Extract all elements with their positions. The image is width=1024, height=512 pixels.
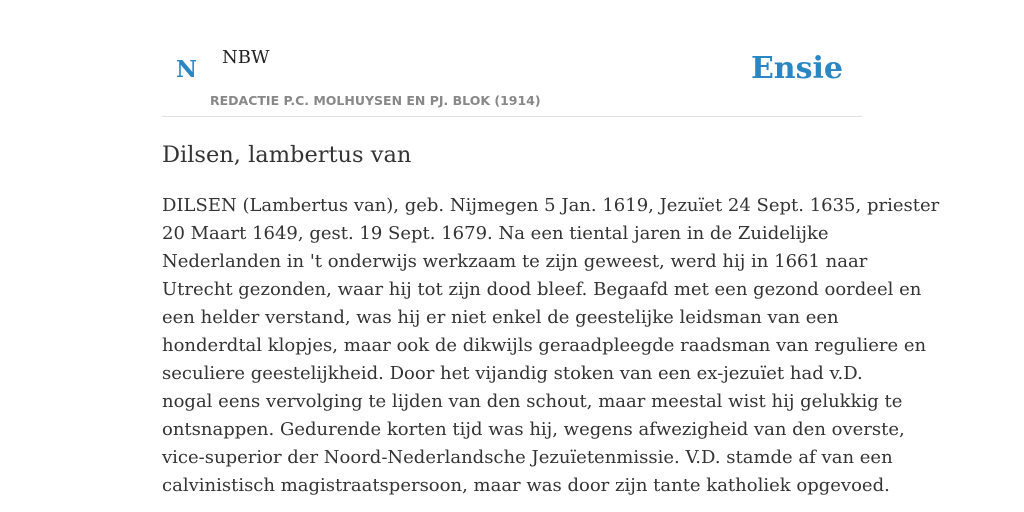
body-line: DILSEN (Lambertus van), geb. Nijmegen 5 Jan. 1619, Jezuïet 24 Sept. 1635, priester xyxy=(162,195,940,216)
body-line: nogal eens vervolging te lijden van den schout, maar meestal wist hij gelukkig te xyxy=(162,391,903,412)
body-line: Utrecht gezonden, waar hij tot zijn dood bleef. Begaafd met een gezond oordeel en xyxy=(162,279,922,300)
source-logo-icon[interactable]: N xyxy=(176,56,198,83)
body-line: ontsnappen. Gedurende korten tijd was hij, wegens afwezigheid van den overste, xyxy=(162,419,905,440)
header xyxy=(162,0,862,117)
body-line: een helder verstand, was hij er niet enkel de geestelijke leidsman van een xyxy=(162,307,839,328)
article-container xyxy=(162,0,940,496)
body-line: calvinistisch magistraatspersoon, maar was door zijn tante katholiek opgevoed. xyxy=(162,475,890,496)
body-line: seculiere geestelijkheid. Door het vijandig stoken van een ex-jezuïet had v.D. xyxy=(162,363,863,384)
body-line: 20 Maart 1649, gest. 19 Sept. 1679. Na een tiental jaren in de Zuidelijke xyxy=(162,223,829,244)
body-line: vice-superior der Noord-Nederlandsche Jezuïetenmissie. V.D. stamde af van een xyxy=(162,447,893,468)
source-name[interactable]: NBW xyxy=(222,47,270,68)
editors-byline: REDACTIE P.C. MOLHUYSEN EN PJ. BLOK (1914) xyxy=(210,93,541,108)
entry-body xyxy=(162,192,940,500)
body-line: Nederlanden in 't onderwijs werkzaam te zijn geweest, werd hij in 1661 naar xyxy=(162,251,868,272)
ensie-logo[interactable]: Ensie xyxy=(750,51,843,86)
entry-title: Dilsen, lambertus van xyxy=(162,142,412,168)
body-line: honderdtal klopjes, maar ook de dikwijls geraadpleegde raadsman van reguliere en xyxy=(162,335,927,356)
